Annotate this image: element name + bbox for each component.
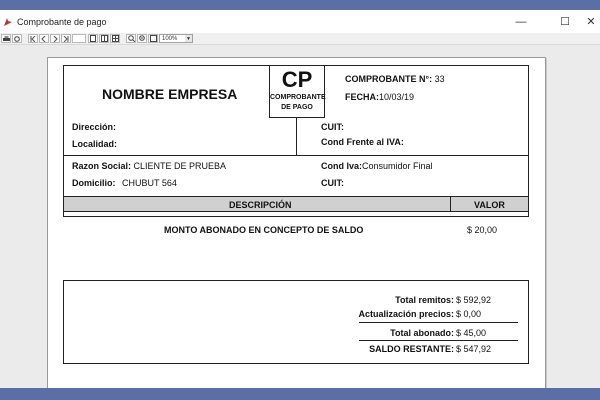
title-bar[interactable] [0, 10, 600, 33]
company-name: NOMBRE EMPRESA [102, 86, 238, 102]
localidad-label: Localidad: [72, 139, 118, 149]
saldo-value: $ 547,92 [456, 344, 492, 354]
next-page-button[interactable] [50, 34, 60, 43]
setup-icon [14, 36, 20, 42]
app-icon [3, 17, 13, 27]
saldo-label: SALDO RESTANTE: [369, 344, 454, 354]
multi-page-button[interactable] [110, 34, 120, 43]
report-viewer[interactable] [0, 45, 600, 388]
print-icon [3, 36, 10, 42]
multi-page-icon [112, 35, 119, 42]
total-remitos-label: Total remitos: [395, 295, 454, 305]
razon-social-value: CLIENTE DE PRUEBA [133, 161, 227, 171]
totals-box [63, 280, 529, 364]
actualizacion-value: $ 0,00 [456, 309, 482, 319]
total-abonado-value: $ 45,00 [456, 328, 487, 338]
page-setup-button[interactable] [12, 34, 22, 43]
item-description: MONTO ABONADO EN CONCEPTO DE SALDO [164, 225, 364, 235]
cond-iva-empresa-label: Cond Frente al IVA: [321, 137, 404, 147]
cond-iva-cliente-value: Consumidor Final [362, 161, 433, 171]
one-page-button[interactable] [88, 34, 98, 43]
total-remitos-value: $ 592,92 [456, 295, 492, 305]
total-abonado-label: Total abonado: [390, 328, 454, 338]
cuit-cliente-label: CUIT: [321, 178, 344, 188]
comprobante-label: COMPROBANTE N°: [345, 74, 433, 84]
totals-divider-2 [359, 340, 518, 341]
direccion-label: Dirección: [72, 122, 117, 132]
item-amount: $ 20,00 [467, 225, 498, 235]
close-button[interactable] [574, 10, 600, 33]
window-title: Comprobante de pago [17, 16, 107, 27]
last-page-button[interactable] [61, 34, 71, 43]
zoom-in-icon [128, 35, 135, 42]
report-preview-window [0, 10, 600, 388]
header-divider-vertical [296, 118, 297, 156]
zoom-out-icon [139, 35, 146, 42]
last-page-icon [63, 36, 69, 42]
column-header-descripcion: DESCRIPCIÓN [229, 200, 292, 210]
items-header [64, 196, 528, 212]
next-page-icon [52, 36, 58, 42]
document-type-line1: COMPROBANTE [270, 94, 326, 101]
zoom-out-button[interactable] [137, 34, 147, 43]
document-type-box [269, 65, 325, 118]
zoom-fit-icon [150, 35, 157, 42]
column-header-valor: VALOR [474, 200, 505, 210]
fecha-label: FECHA: [345, 92, 379, 102]
column-separator [450, 197, 451, 211]
fecha-value: 10/03/19 [379, 92, 415, 102]
preview-toolbar [0, 33, 600, 45]
report-page [47, 57, 546, 388]
fecha [345, 92, 414, 102]
document-type-code: CP [281, 67, 313, 92]
minimize-button[interactable] [504, 10, 538, 33]
razon-social [72, 161, 226, 171]
header-divider-horizontal [64, 155, 528, 156]
document-type-line2: DE PAGO [281, 104, 313, 111]
cuit-empresa-label: CUIT: [321, 122, 344, 132]
zoom-fit-button[interactable] [148, 34, 158, 43]
razon-social-label: Razon Social: [72, 161, 132, 171]
zoom-in-button[interactable] [126, 34, 136, 43]
maximize-icon: ☐ [560, 16, 570, 28]
cond-iva-cliente-label: Cond Iva: [321, 161, 363, 171]
minimize-icon: — [515, 15, 527, 28]
one-page-icon [90, 35, 96, 42]
prev-page-button[interactable] [39, 34, 49, 43]
page-number-field[interactable] [72, 34, 86, 43]
first-page-icon [30, 36, 36, 42]
comprobante-value: 33 [434, 74, 445, 84]
zoom-select[interactable] [159, 34, 193, 43]
totals-divider-1 [359, 322, 518, 323]
zoom-value: 100% [162, 35, 178, 42]
domicilio [72, 178, 177, 188]
domicilio-label: Domicilio: [72, 178, 116, 188]
prev-page-icon [41, 36, 47, 42]
cond-iva-cliente [321, 161, 433, 171]
actualizacion-label: Actualización precios: [358, 309, 454, 319]
document-header [63, 65, 529, 217]
two-pages-button[interactable] [99, 34, 109, 43]
two-pages-icon [101, 35, 108, 42]
chevron-down-icon[interactable]: ▼ [186, 35, 191, 42]
first-page-button[interactable] [28, 34, 38, 43]
comprobante-number [345, 74, 445, 84]
close-icon: ✕ [586, 16, 596, 28]
domicilio-value: CHUBUT 564 [122, 178, 177, 188]
print-button[interactable] [1, 34, 11, 43]
